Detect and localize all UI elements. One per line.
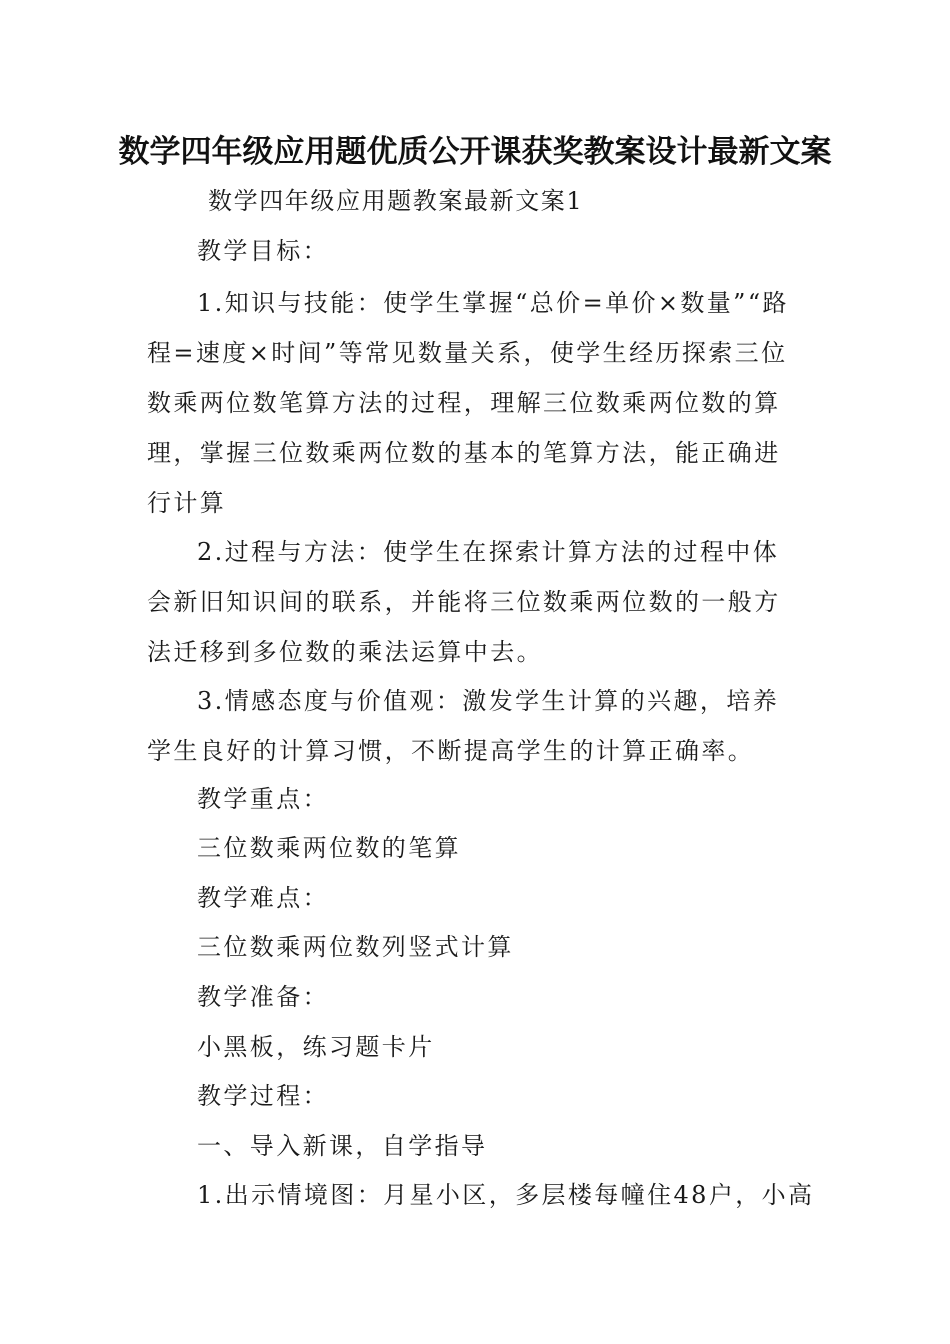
document-subtitle: 数学四年级应用题教案最新文案1: [208, 187, 584, 215]
document-title: 数学四年级应用题优质公开课获奖教案设计最新文案: [118, 134, 832, 170]
text-preparation: 小黑板，练习题卡片: [197, 1033, 435, 1061]
section-intro: 一、导入新课，自学指导: [197, 1132, 488, 1160]
paragraph-objective-1: 1.知识与技能：使学生掌握“总价=单价×数量”“路程=速度×时间”等常见数量关系，使学生经历探索三位数乘两位数笔算方法的过程，理解三位数乘两位数的算理，掌握三位数乘两位数的基本的笔算方法，能正确进行计算: [147, 289, 789, 517]
paragraph-teaching-objectives: 教学目标：: [197, 237, 329, 265]
paragraph-scenario: 1.出示情境图：月星小区，多层楼每幢住48户，小高: [197, 1181, 815, 1209]
text-difficulties: 三位数乘两位数列竖式计算: [197, 933, 514, 961]
text-key-points: 三位数乘两位数的笔算: [197, 834, 461, 862]
paragraph-objective-2: 2.过程与方法：使学生在探索计算方法的过程中体会新旧知识间的联系，并能将三位数乘两位数的一般方法迁移到多位数的乘法运算中去。: [147, 538, 781, 666]
heading-key-points: 教学重点：: [197, 785, 329, 813]
heading-difficulties: 教学难点：: [197, 884, 329, 912]
heading-preparation: 教学准备：: [197, 983, 329, 1011]
heading-process: 教学过程：: [197, 1082, 329, 1110]
paragraph-objective-3: 3.情感态度与价值观：激发学生计算的兴趣，培养学生良好的计算习惯，不断提高学生的计算正确率。: [147, 687, 780, 765]
